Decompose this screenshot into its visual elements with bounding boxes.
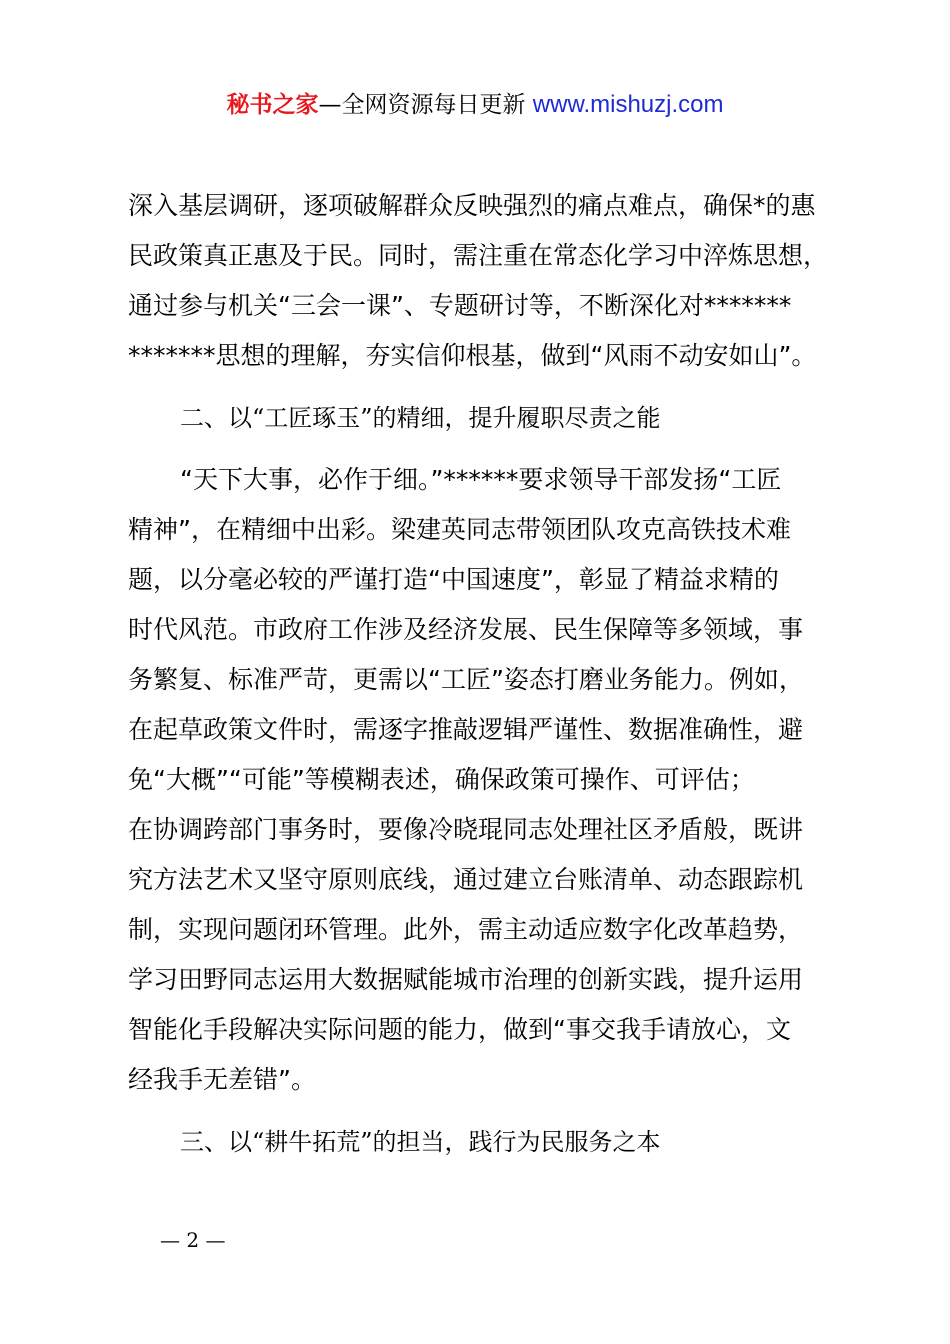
text-line: 题，以分毫必较的严谨打造“中国速度”，彰显了精益求精的 [128, 565, 779, 594]
text-line: 精神”，在精细中出彩。梁建英同志带领团队攻克高铁技术难 [128, 515, 791, 544]
text-line: 通过参与机关“三会一课”、专题研讨等，不断深化对******* [128, 291, 792, 320]
text-line: 在协调跨部门事务时，要像冷晓琨同志处理社区矛盾般，既讲 [128, 815, 804, 844]
text-line: 制，实现问题闭环管理。此外，需主动适应数字化改革趋势， [128, 915, 804, 944]
paragraph-2 [128, 455, 828, 1105]
text-line: 免“大概”“可能”等模糊表述，确保政策可操作、可评估； [128, 765, 755, 794]
text-line: 经我手无差错”。 [128, 1065, 316, 1094]
document-body [128, 181, 828, 1167]
text-line: 在起草政策文件时，需逐字推敲逻辑严谨性、数据准确性，避 [128, 715, 804, 744]
text-line: *******思想的理解，夯实信仰根基，做到“风雨不动安如山”。 [128, 341, 817, 370]
text-line: 学习田野同志运用大数据赋能城市治理的创新实践，提升运用 [128, 965, 804, 994]
text-line: “天下大事，必作于细。”******要求领导干部发扬“工匠 [180, 465, 782, 494]
text-line: 民政策真正惠及于民。同时，需注重在常态化学习中淬炼思想， [128, 241, 828, 270]
site-slogan: —全网资源每日更新 [318, 92, 533, 118]
text-line: 深入基层调研，逐项破解群众反映强烈的痛点难点，确保*的惠 [128, 191, 816, 220]
site-brand: 秘书之家 [226, 92, 319, 118]
page-number: — 2 — [160, 1228, 226, 1252]
site-header [0, 88, 950, 122]
paragraph-1 [128, 181, 828, 381]
text-line: 究方法艺术又坚守原则底线，通过建立台账清单、动态跟踪机 [128, 865, 804, 894]
site-url-link[interactable]: www.mishuzj.com [532, 91, 724, 118]
text-line: 务繁复、标准严苛，更需以“工匠”姿态打磨业务能力。例如， [128, 665, 804, 694]
section-heading-2: 二、以“工匠琢玉”的精细，提升履职尽责之能 [180, 404, 661, 432]
text-line: 时代风范。市政府工作涉及经济发展、民生保障等多领域，事 [128, 615, 804, 644]
text-line: 智能化手段解决实际问题的能力，做到“事交我手请放心，文 [128, 1015, 791, 1044]
section-heading-3: 三、以“耕牛拓荒”的担当，践行为民服务之本 [180, 1128, 661, 1156]
